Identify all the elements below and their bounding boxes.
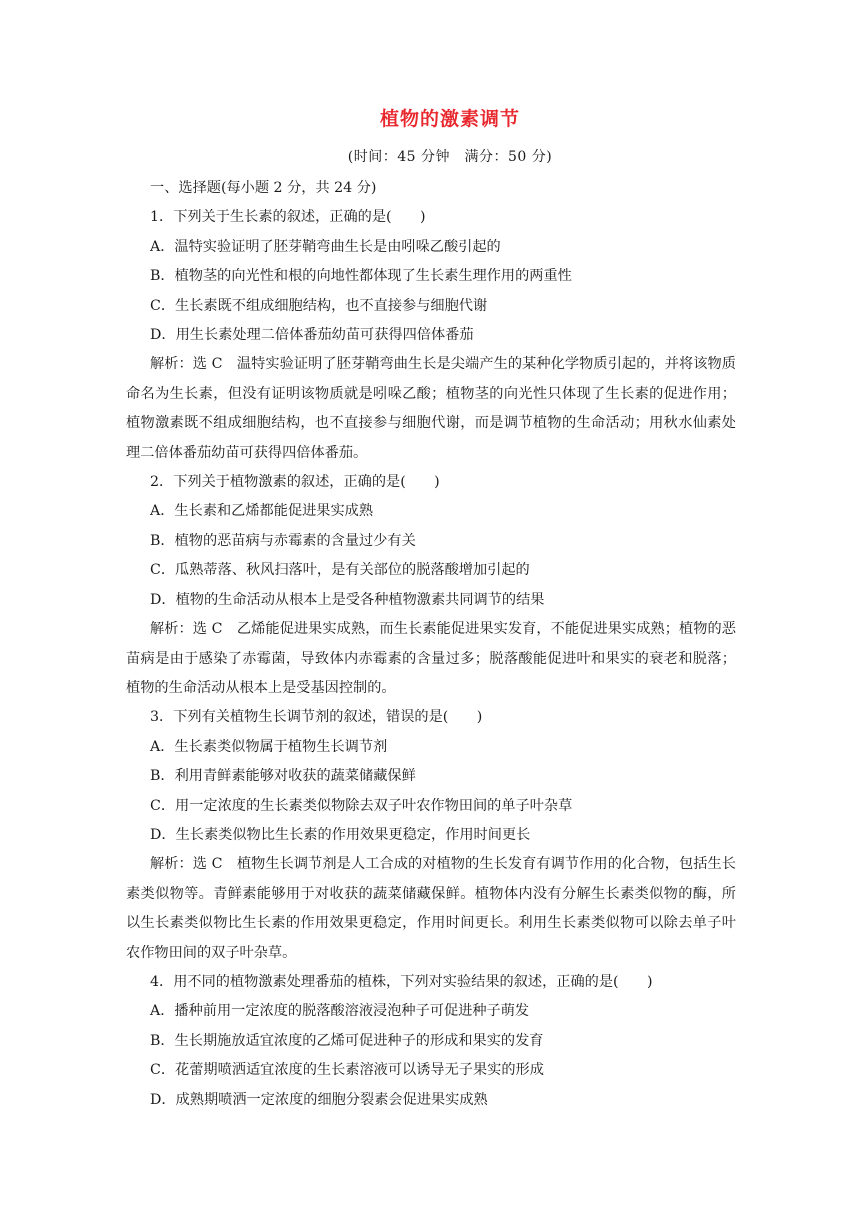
question-2-stem: 2．下列关于植物激素的叙述，正确的是( ) bbox=[150, 474, 440, 491]
question-1-option-b: B．植物茎的向光性和根的向地性都体现了生长素生理作用的两重性 bbox=[150, 268, 572, 285]
question-4-option-a: A．播种前用一定浓度的脱落酸溶液浸泡种子可促进种子萌发 bbox=[150, 1003, 530, 1020]
question-3-option-b: B．利用青鲜素能够对收获的蔬菜储藏保鲜 bbox=[150, 768, 416, 785]
question-2-option-c: C．瓜熟蒂落、秋风扫落叶，是有关部位的脱落酸增加引起的 bbox=[150, 562, 530, 579]
question-3-stem: 3．下列有关植物生长调节剂的叙述，错误的是( ) bbox=[150, 709, 483, 726]
question-2-option-a: A．生长素和乙烯都能促进果实成熟 bbox=[150, 503, 374, 520]
question-2-option-b: B．植物的恶苗病与赤霉素的含量过少有关 bbox=[150, 532, 416, 549]
question-1-option-a: A．温特实验证明了胚芽鞘弯曲生长是由吲哚乙酸引起的 bbox=[150, 238, 501, 255]
question-4-stem: 4．用不同的植物激素处理番茄的植株，下列对实验结果的叙述，正确的是( ) bbox=[150, 973, 653, 990]
question-1-option-d: D．用生长素处理二倍体番茄幼苗可获得四倍体番茄 bbox=[150, 327, 474, 344]
question-1-option-c: C．生长素既不组成细胞结构，也不直接参与细胞代谢 bbox=[150, 297, 488, 314]
question-4-option-c: C．花蕾期喷洒适宜浓度的生长素溶液可以诱导无子果实的形成 bbox=[150, 1062, 544, 1079]
page-title: 植物的激素调节 bbox=[379, 108, 520, 130]
section-heading: 一、选择题(每小题 2 分，共 24 分) bbox=[150, 180, 377, 196]
question-4-option-d: D．成熟期喷洒一定浓度的细胞分裂素会促进果实成熟 bbox=[150, 1091, 488, 1108]
question-2-analysis: 解析：选 C 乙烯能促进果实成熟，而生长素能促进果实发育，不能促进果实成熟；植物的恶苗病是由于感染了赤霉菌，导致体内赤霉素的含量过多；脱落酸能促进叶和果实的衰老和脱落；植物的生命活动从根本上是受基因控制的。 bbox=[126, 621, 736, 696]
document-body bbox=[126, 174, 736, 1115]
question-3-option-a: A．生长素类似物属于植物生长调节剂 bbox=[150, 738, 388, 755]
question-1-analysis: 解析：选 C 温特实验证明了胚芽鞘弯曲生长是尖端产生的某种化学物质引起的，并将该物质命名为生长素，但没有证明该物质就是吲哚乙酸；植物茎的向光性只体现了生长素的促进作用；植物激素既不组成细胞结构，也不直接参与细胞代谢，而是调节植物的生命活动；用秋水仙素处理二倍体番茄幼苗可获得四倍体番茄。 bbox=[126, 356, 736, 461]
question-3-analysis: 解析：选 C 植物生长调节剂是人工合成的对植物的生长发育有调节作用的化合物，包括生长素类似物等。青鲜素能够用于对收获的蔬菜储藏保鲜。植物体内没有分解生长素类似物的酶，所以生长素类似物比生长素的作用效果更稳定，作用时间更长。利用生长素类似物可以除去单子叶农作物田间的双子叶杂草。 bbox=[126, 856, 736, 961]
exam-info: (时间：45 分钟 满分：50 分) bbox=[347, 149, 553, 165]
question-2-option-d: D．植物的生命活动从根本上是受各种植物激素共同调节的结果 bbox=[150, 591, 545, 608]
question-3-option-d: D．生长素类似物比生长素的作用效果更稳定，作用时间更长 bbox=[150, 826, 531, 843]
question-3-option-c: C．用一定浓度的生长素类似物除去双子叶农作物田间的单子叶杂草 bbox=[150, 797, 573, 814]
question-4-option-b: B．生长期施放适宜浓度的乙烯可促进种子的形成和果实的发育 bbox=[150, 1032, 544, 1049]
question-1-stem: 1．下列关于生长素的叙述，正确的是( ) bbox=[150, 209, 426, 226]
